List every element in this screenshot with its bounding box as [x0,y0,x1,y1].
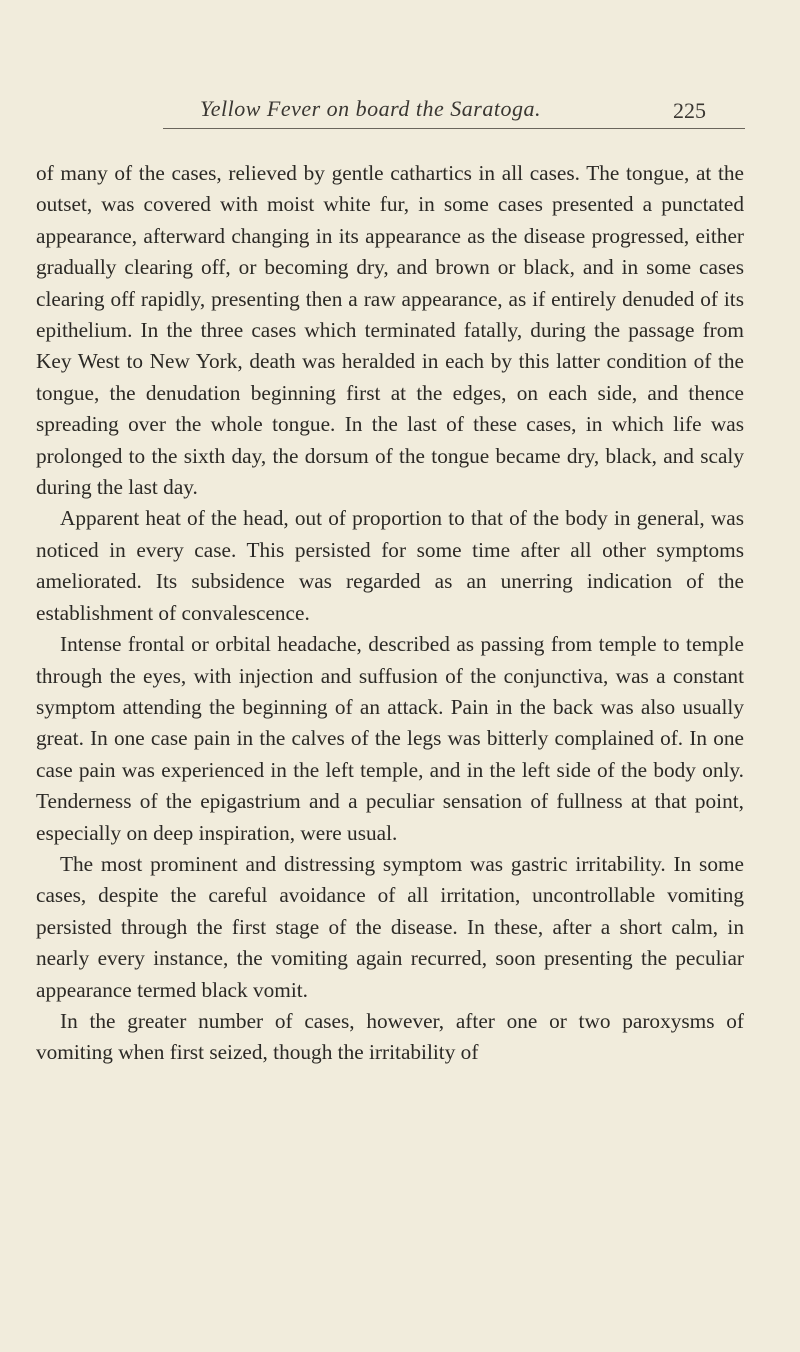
paragraph: Apparent heat of the head, out of proportion to that of the body in general, was noticed in every case. This persisted for some time after all other symptoms ameliorated. Its subsidence was regarded as an unerring indication of the establishment of convalescence. [36,506,744,625]
paragraph: of many of the cases, relieved by gentle cathartics in all cases. The tongue, at the outset, was covered with moist white fur, in some cases presented a punctated appearance, afterward changing in its appearance as the disease progressed, either gradually clearing off, or becoming dry, and brown or black, and in some cases clearing off rapidly, presenting then a raw appearance, as if entirely denuded of its epithelium. In the three cases which terminated fatally, during the passage from Key West to New York, death was heralded in each by this latter condition of the tongue, the denudation beginning first at the edges, on each side, and thence spreading over the whole tongue. In the last of these cases, in which life was prolonged to the sixth day, the dorsum of the tongue became dry, black, and scaly during the last day. [36,161,744,500]
header-rule [163,128,745,129]
paragraph: In the greater number of cases, however, after one or two paroxysms of vomiting when first seized, though the irritability of [36,1008,744,1065]
running-head [40,96,740,124]
running-title: Yellow Fever on board the Saratoga. [200,96,541,121]
body-text [36,158,744,1069]
paragraph: Intense frontal or orbital headache, described as passing from temple to temple through the eyes, with injection and suffusion of the conjunctiva, was a constant symptom attending the beginning of an attack. Pain in the back was also usually great. In one case pain in the calves of the legs was bitterly complained of. In one case pain was experienced in the left temple, and in the left side of the body only. Tenderness of the epigastrium and a peculiar sensation of fullness at that point, especially on deep inspiration, were usual. [36,632,744,845]
page-number: 225 [673,98,706,123]
paragraph: The most prominent and distressing symptom was gastric irritability. In some cases, despite the careful avoidance of all irritation, uncontrollable vomiting persisted through the first stage of the disease. In these, after a short calm, in nearly every instance, the vomiting again recurred, soon presenting the peculiar appearance termed black vomit. [36,851,744,1002]
